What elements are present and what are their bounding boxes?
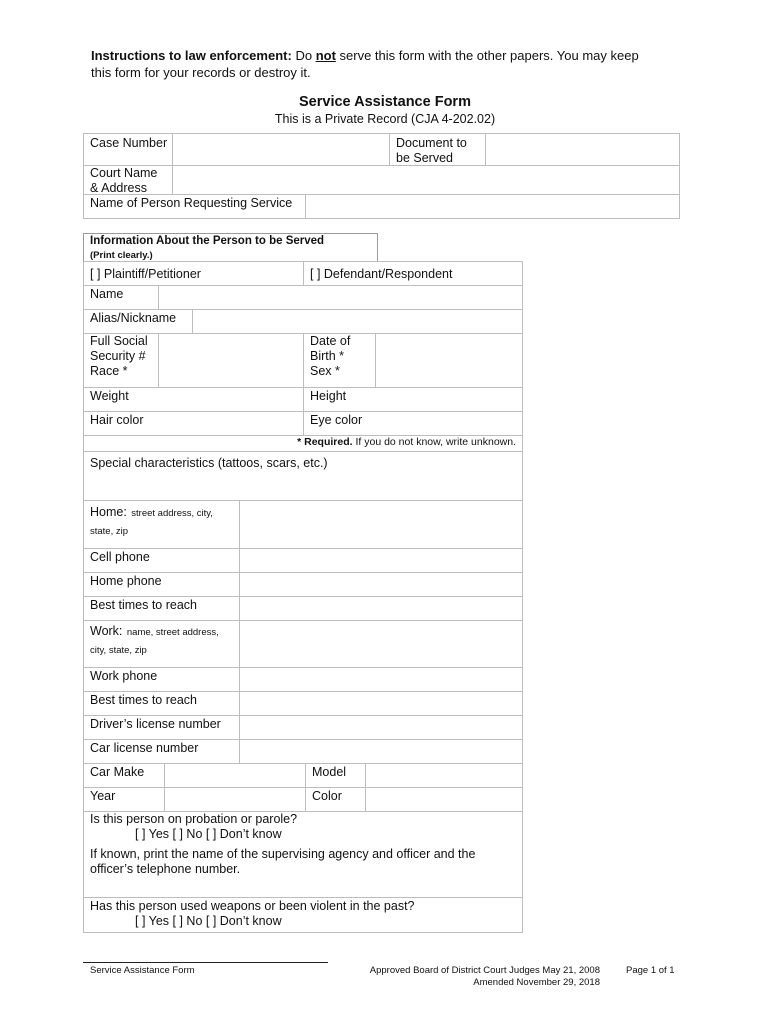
- car-make-field[interactable]: [166, 764, 304, 786]
- defendant-checkbox[interactable]: [ ] Defendant/Respondent: [310, 267, 453, 281]
- drivers-license-field[interactable]: [241, 716, 522, 738]
- court-name-address-label: Court Name & Address: [90, 166, 158, 195]
- car-license-label: Car license number: [90, 741, 199, 755]
- supervising-agency-field[interactable]: [84, 878, 522, 896]
- work-address-field[interactable]: [241, 621, 522, 666]
- required-note: * Required. If you do not know, write unknown.: [297, 436, 516, 448]
- name-field[interactable]: [160, 286, 522, 308]
- requester-label: Name of Person Requesting Service: [90, 196, 293, 210]
- document-to-be-served-field[interactable]: [487, 135, 679, 164]
- weight-label: Weight: [90, 389, 129, 403]
- section-note: (Print clearly.): [90, 250, 153, 261]
- case-number-field[interactable]: [174, 135, 388, 164]
- weapons-question: Has this person used weapons or been violent in the past?: [90, 899, 415, 913]
- work-address-label: Work: name, street address, city, state, zip: [90, 624, 219, 656]
- hair-color-field[interactable]: [160, 412, 302, 434]
- eye-color-label: Eye color: [310, 413, 363, 427]
- instructions-pre: Do: [295, 48, 313, 63]
- section-heading: Information About the Person to be Served: [90, 235, 325, 247]
- instructions: [91, 47, 639, 81]
- best-times-work-field[interactable]: [241, 692, 522, 714]
- drivers-license-label: Driver’s license number: [90, 717, 221, 731]
- instructions-line2: this form for your records or destroy it.: [91, 65, 311, 80]
- footer-page-number: Page 1 of 1: [626, 965, 675, 976]
- court-name-address-field[interactable]: [174, 166, 679, 193]
- weapons-options[interactable]: [ ] Yes [ ] No [ ] Don’t know: [135, 914, 282, 928]
- height-label: Height: [310, 389, 347, 403]
- best-times-home-field[interactable]: [241, 597, 522, 619]
- dob-sex-label: Date of Birth * Sex *: [310, 334, 351, 378]
- best-times-home-label: Best times to reach: [90, 598, 197, 612]
- instructions-not: not: [315, 48, 336, 63]
- work-phone-field[interactable]: [241, 668, 522, 690]
- year-label: Year: [90, 789, 116, 803]
- page-title: Service Assistance Form: [299, 94, 471, 110]
- dob-sex-field[interactable]: [377, 334, 522, 386]
- document-to-be-served-label: Document to be Served: [396, 136, 467, 165]
- eye-color-field[interactable]: [377, 412, 522, 434]
- model-label: Model: [312, 765, 347, 779]
- alias-label: Alias/Nickname: [90, 311, 177, 325]
- footer-approved: Approved Board of District Court Judges May 21, 2008 Amended November 29, 2018: [369, 965, 600, 988]
- cell-phone-field[interactable]: [241, 549, 522, 571]
- alias-field[interactable]: [194, 310, 522, 332]
- ssn-race-field[interactable]: [160, 334, 302, 386]
- home-phone-label: Home phone: [90, 574, 162, 588]
- model-field[interactable]: [367, 764, 522, 786]
- footer-rule: [83, 962, 328, 963]
- home-address-field[interactable]: [241, 501, 522, 547]
- home-address-label: Home: street address, city, state, zip: [90, 505, 213, 537]
- car-make-label: Car Make: [90, 765, 145, 779]
- best-times-work-label: Best times to reach: [90, 693, 197, 707]
- weight-field[interactable]: [160, 388, 302, 410]
- instructions-label: Instructions to law enforcement:: [91, 48, 292, 63]
- ssn-race-label: Full Social Security # Race *: [90, 334, 148, 378]
- probation-options[interactable]: [ ] Yes [ ] No [ ] Don’t know: [135, 827, 282, 841]
- height-field[interactable]: [377, 388, 522, 410]
- color-label: Color: [312, 789, 342, 803]
- work-phone-label: Work phone: [90, 669, 158, 683]
- requester-field[interactable]: [307, 195, 679, 218]
- supervising-agency-label: If known, print the name of the supervising agency and officer and the officer’s telephone number.: [90, 847, 476, 876]
- special-characteristics-field[interactable]: [84, 472, 522, 500]
- plaintiff-checkbox[interactable]: [ ] Plaintiff/Petitioner: [90, 267, 201, 281]
- page-subtitle: This is a Private Record (CJA 4-202.02): [274, 112, 496, 126]
- hair-color-label: Hair color: [90, 413, 144, 427]
- car-license-field[interactable]: [241, 740, 522, 762]
- footer-form-name: Service Assistance Form: [90, 965, 195, 976]
- cell-phone-label: Cell phone: [90, 550, 150, 564]
- case-number-label: Case Number: [90, 136, 168, 150]
- home-phone-field[interactable]: [241, 573, 522, 595]
- probation-question: Is this person on probation or parole?: [90, 812, 298, 826]
- color-field[interactable]: [367, 788, 522, 810]
- instructions-post: serve this form with the other papers. You may keep: [339, 48, 639, 63]
- year-field[interactable]: [166, 788, 304, 810]
- special-characteristics-label: Special characteristics (tattoos, scars, etc.): [90, 456, 328, 470]
- name-label: Name: [90, 287, 124, 301]
